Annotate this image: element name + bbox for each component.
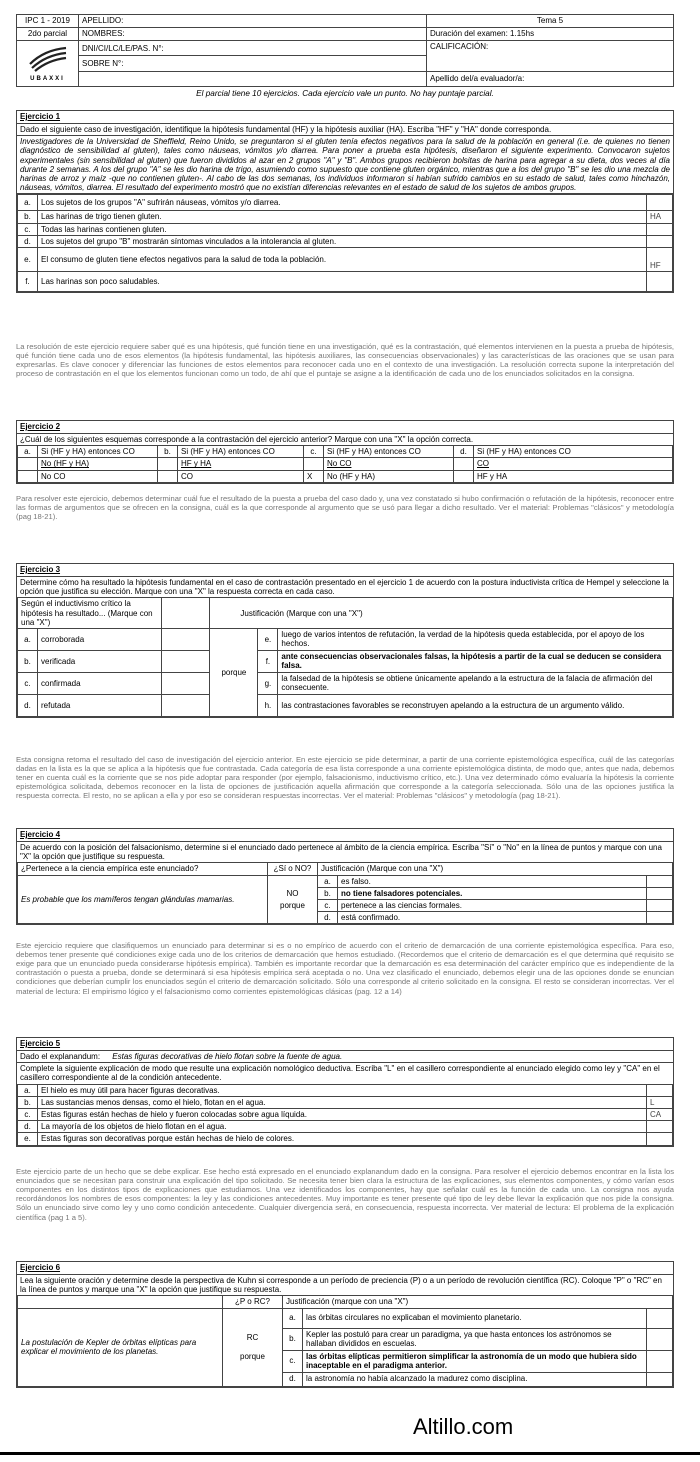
option-line: No (HF y HA) (38, 458, 158, 470)
option-letter: a. (18, 628, 38, 650)
option-line: CO (178, 470, 304, 482)
option-letter: a. (318, 875, 338, 887)
option-line: HF y HA (474, 470, 673, 482)
tema-label: Tema 5 (427, 15, 674, 28)
exercise-1-case: Investigadores de la Universidad de Sheffield, Reino Unido, se preguntaron si el gluten tenía efectos negativos para la salud de la población en general (i.e. de quienes no tienen diagnóstico de sensibilidad al gluten), tales como náuseas, vómitos y/o diarrea. Para poner a prueba esta hipótesis, diseñaron el siguiente experimento. Convocaron sujetos experimentales (sin sensibilidad al gluten) que fueron divididos al azar en 2 grupos "A" y "B". Ambos grupos recibieron bolsitas de harina para agregar a su dieta, dos veces al día durante 2 semanas. A los del grupo "A" se les dio harina de trigo, asumiendo como supuesto que contiene gluten orgánico, mientras que a los del grupo "B" se les dio una mezcla de harinas de arroz y maíz -que no contienen gluten-. Al cabo de las dos semanas, los individuos informaron si habían sufrido cambios en su estado de salud, tales como hinchazón, náuseas, vómitos, diarrea. El resultado del experimento mostró que no existían diferencias relevantes en el estado de salud de los sujetos de ambos grupos. (17, 136, 673, 194)
exercise-5-title: Ejercicio 5 (17, 1038, 673, 1051)
option-text: las órbitas circulares no explicaban el movimiento planetario. (303, 1308, 647, 1328)
footer-rule (0, 1452, 700, 1455)
exercise-5-explanation: Este ejercicio parte de un hecho que se debe explicar. Ese hecho está expresado en el enunciado explanandum dado en la consigna. Para resolver el ejercicio debemos encontrar en la lista los enunciados que se necesitan para construir una explicación del tipo solicitado. Se necesita tener bien clara la estructura de las explicaciones, sus elementos componentes, y cómo varían esos componentes en los distintos tipos de explicaciones que estudiamos. Una vez identificados los componentes, hay que señalar cuál es la función de cada uno. La consigna nos ayuda recordándonos los nombres de esos componentes: la ley y las condiciones antecedentes. Muy importante es tener presente qué tipo de ley debe llevar la explicación que nos pide la consigna. Sólo un enunciado sirve como ley y uno como condición antecedente. Cualquier divergencia será, en consecuencia, respuesta incorrecta. Ver material de lectura: El problema de la explicación científica (pag 1 a 5). (16, 1167, 674, 1222)
exercise-5 (16, 1037, 674, 1147)
footer-brand[interactable]: Altillo.com (413, 1414, 514, 1439)
apellido-field[interactable]: APELLIDO: (79, 15, 427, 28)
mark-box[interactable] (647, 912, 673, 924)
sobre-field[interactable]: SOBRE N°: (79, 56, 427, 71)
column-header: Según el inductivismo crítico la hipótesis ha resultado... (Marque con una "X") (18, 598, 162, 629)
exercise-3-prompt: Determine cómo ha resultado la hipótesis fundamental en el caso de contrastación presentado en el ejercicio 1 de acuerdo con la postura inductivista crítica de Hempel y seleccione la opción que justifica su elección. Marque con una "X" la respuesta correcta en cada caso. (17, 577, 673, 598)
column-header: Justificación (Marque con una "X") (318, 863, 673, 875)
option-text: Estas figuras son decorativas porque están hechas de hielo de colores. (38, 1133, 647, 1145)
answer-value: RC (246, 1332, 259, 1342)
option-letter: d. (318, 912, 338, 924)
option-text: Los sujetos de los grupos "A" sufrirán náuseas, vómitos y/o diarrea. (38, 195, 647, 211)
exercise-3-table (17, 597, 673, 717)
option-text: la falsedad de la hipótesis se obtiene únicamente apelando a la estructura de la falacia de afirmación del consecuente. (278, 672, 673, 694)
column-header: ¿Pertenece a la ciencia empírica este enunciado? (18, 863, 268, 875)
mark-box[interactable] (18, 470, 38, 482)
option-letter: a. (18, 446, 38, 458)
mark-box[interactable] (304, 458, 324, 470)
calificacion-field[interactable]: CALIFICACIÓN: (427, 41, 674, 72)
option-text: pertenece a las ciencias formales. (338, 899, 647, 911)
mark-box[interactable] (158, 458, 178, 470)
course-label: IPC 1 - 2019 (17, 15, 79, 28)
option-letter: b. (18, 650, 38, 672)
option-letter: c. (304, 446, 324, 458)
blank-cell (79, 71, 427, 86)
option-line: CO (474, 458, 673, 470)
exercise-6-prompt: Lea la siguiente oración y determine desde la perspectiva de Kuhn si corresponde a un período de precienciа (P) o a un período de revolución científica (RC). Coloque "P" o "RC" en la línea de puntos y marque una "X" la opción que justifique su respuesta. (17, 1275, 673, 1296)
option-letter: f. (18, 271, 38, 291)
mark-box[interactable] (454, 458, 474, 470)
option-text: ante consecuencias observacionales falsas, la hipótesis a partir de la cual se deducen se considera falsa. (278, 650, 673, 672)
option-letter: f. (258, 650, 278, 672)
option-line: Si (HF y HA) entonces CO (474, 446, 673, 458)
answer-box[interactable] (647, 195, 673, 211)
exercise-1-prompt: Dado el siguiente caso de investigación, identifique la hipótesis fundamental (HF) y la hipótesis auxiliar (HA). Escriba "HF" y "HA" donde corresponda. (17, 124, 673, 136)
statement: Es probable que los mamíferos tengan glándulas mamarias. (18, 875, 268, 924)
exercise-1-title: Ejercicio 1 (17, 111, 673, 124)
exercise-1 (16, 110, 674, 293)
exercise-2-prompt: ¿Cuál de los siguientes esquemas corresponde a la contrastación del ejercicio anterior? Marque con una "X" la opción correcta. (17, 434, 673, 446)
answer-box[interactable] (647, 1133, 673, 1145)
mark-box[interactable]: X (304, 470, 324, 482)
option-line: Si (HF y HA) entonces CO (178, 446, 304, 458)
option-letter: d. (454, 446, 474, 458)
answer-box[interactable] (647, 235, 673, 247)
option-letter: b. (18, 211, 38, 223)
exercise-4-title: Ejercicio 4 (17, 829, 673, 842)
option-letter: g. (258, 672, 278, 694)
mark-box[interactable] (647, 875, 673, 887)
exam-header (16, 14, 674, 98)
option-text: corroborada (38, 628, 162, 650)
porque-label: porque (210, 628, 258, 716)
option-line: No (HF y HA) (324, 470, 454, 482)
explanandum-row (17, 1051, 673, 1063)
porque-label: porque (240, 1352, 265, 1362)
option-text: las órbitas elípticas permitieron simplificar la astronomía de un modo que hubiera sido inaceptable en el paradigma anterior. (303, 1350, 647, 1372)
exercise-1-explanation: La resolución de este ejercicio requiere saber qué es una hipótesis, qué función tiene en una investigación, qué es la contrastación, qué elementos intervienen en la puesta a prueba de hipótesis, qué función tiene cada uno de esos elementos (la hipótesis fundamental, las hipótesis auxiliares, las consecuencias observacionales) y las características de las oraciones que se usan para expresarlas. Es clave conocer y diferenciar las funciones de estos elementos para reconocer cada uno en el contexto de una investigación. La resolución correcta supone la interpretación del proceso de contrastación en el que los elementos funcionan como un todo, de ahí que el puntaje se asigne a la identificación de cada uno de los enunciados solicitados en la consigna. (16, 342, 674, 379)
porque-label: porque (280, 900, 305, 910)
logo-text: UBAXXI (30, 76, 65, 83)
answer-value: NO (286, 888, 299, 898)
option-letter: h. (258, 694, 278, 716)
duracion-label: Duración del examen: 1.15hs (427, 28, 674, 41)
option-text: Las harinas son poco saludables. (38, 271, 647, 291)
dni-field[interactable]: DNI/CI/LC/LE/PAS. N°: (79, 41, 427, 56)
explanandum-label: Dado el explanandum: (20, 1052, 101, 1061)
empty-header (18, 1296, 223, 1308)
option-letter: c. (18, 223, 38, 235)
column-header: ¿P o RC? (223, 1296, 283, 1308)
option-letter: a. (18, 1084, 38, 1096)
option-line: Si (HF y HA) entonces CO (38, 446, 158, 458)
option-text: verificada (38, 650, 162, 672)
option-line: Si (HF y HA) entonces CO (324, 446, 454, 458)
option-text: Estas figuras están hechas de hielo y fueron colocadas sobre agua líquida. (38, 1108, 647, 1120)
option-text: la astronomía no había alcanzado la madurez como disciplina. (303, 1372, 647, 1386)
exercise-3 (16, 563, 674, 718)
exercise-4-explanation: Este ejercicio requiere que clasifiquemos un enunciado para determinar si es o no empírico de acuerdo con el criterio de demarcación de una corriente epistemológica específica. Para eso, debemos tener presente qué condiciones exige cada uno de los criterios de demarcación que hemos estudiado. (Recordemos que el criterio de demarcación es el que determina qué requisito se exige para que un enunciado pueda considerarse hipótesis empírica). También es importante recordar que la demarcación es esa determinación del carácter empírico que es independiente de la contrastación o puesta a prueba, donde se determinará si esa hipótesis empírica será aceptada o no. Una vez clasificado el enunciado, debemos elegir una de las opciones donde se enuncian condiciones que deberían cumplir los enunciados según el criterio de demarcación solicitado. Sólo una corresponde al criterio solicitado en la consigna. El resto se consideran incorrectas. Ver el material de lectura: El empirismo lógico y el falsacionismo como corrientes epistemológicas clásicas (pag. 12 a 14) (16, 941, 674, 996)
mark-box[interactable] (647, 1350, 673, 1372)
mark-box[interactable] (162, 694, 210, 716)
option-letter: d. (18, 1121, 38, 1133)
exercise-2 (16, 420, 674, 484)
answer-box[interactable] (647, 1121, 673, 1133)
option-letter: d. (18, 694, 38, 716)
option-text: está confirmado. (338, 912, 647, 924)
option-letter: d. (283, 1372, 303, 1386)
option-text: El consumo de gluten tiene efectos negativos para la salud de toda la población. (38, 247, 647, 271)
mark-box[interactable] (18, 458, 38, 470)
answer-box[interactable]: HA (647, 211, 673, 223)
option-letter: b. (158, 446, 178, 458)
option-letter: e. (18, 247, 38, 271)
option-text: refutada (38, 694, 162, 716)
option-letter: e. (18, 1133, 38, 1145)
exercise-3-explanation: Esta consigna retoma el resultado del caso de investigación del ejercicio anterior. En este ejercicio se pide determinar, a partir de una corriente epistemológica específica, cuál de las categorías dadas en la lista es la que se aplica a la hipótesis que fue contrastada. Cada categoría de esa lista corresponde a una corriente epistemológica distinta, de modo que, antes que nada, debemos tener en cuenta cuál es la corriente que se nos pide adoptar para responder (por ejemplo, falsacionismo, inductivismo crítico, etc.). Una vez determinado cómo evaluaría la hipótesis la corriente epistemológica solicitada, debemos reconocer en la lista de opciones de justificación aquella afirmación que corresponde a la categoría seleccionada. Sólo una de las opciones justifica la respuesta correcta. El resto, no se aplican a ella y por eso se consideran respuestas incorrectas. Ver el material: Problemas "clásicos" y metodología (pag 18-21). (16, 755, 674, 801)
column-header: Justificación (marque con una "X") (283, 1296, 673, 1308)
option-letter: b. (18, 1096, 38, 1108)
exercise-5-prompt: Complete la siguiente explicación de modo que resulte una explicación nomológico deductiva. Escriba "L" en el casillero correspondiente al enunciado elegido como ley y "CA" en el casillero correspondiente al de la condición antecedente. (17, 1063, 673, 1084)
column-header: Justificación (Marque con una "X") (210, 598, 673, 629)
exercise-4-prompt: De acuerdo con la posición del falsacionismo, determine si el enunciado dado pertenece al ámbito de la ciencia empírica. Escriba "Sí" o "No" en la línea de puntos y marque con una "X" la opción que justifique su respuesta. (17, 842, 673, 863)
option-letter: a. (18, 195, 38, 211)
mark-box[interactable] (647, 1328, 673, 1350)
option-letter: c. (18, 672, 38, 694)
option-letter: c. (18, 1108, 38, 1120)
option-text: Todas las harinas contienen gluten. (38, 223, 647, 235)
exercise-2-options (17, 445, 673, 483)
exercise-3-title: Ejercicio 3 (17, 564, 673, 577)
option-letter: a. (283, 1308, 303, 1328)
mark-box[interactable] (454, 470, 474, 482)
nombres-field[interactable]: NOMBRES: (79, 28, 427, 41)
exercise-6-table (17, 1295, 673, 1386)
explanandum-text: Estas figuras decorativas de hielo flotan sobre la fuente de agua. (112, 1052, 343, 1061)
option-text: Las harinas de trigo tienen gluten. (38, 211, 647, 223)
answer-cell[interactable] (268, 875, 318, 924)
answer-box[interactable]: CA (647, 1108, 673, 1120)
option-text: no tiene falsadores potenciales. (338, 887, 647, 899)
option-text: Las sustancias menos densas, como el hielo, flotan en el agua. (38, 1096, 647, 1108)
option-line: HF y HA (178, 458, 304, 470)
exam-instructions: El parcial tiene 10 ejercicios. Cada ejercicio vale un punto. No hay puntaje parcial. (196, 89, 494, 98)
mark-box[interactable] (647, 887, 673, 899)
answer-box[interactable]: HF (647, 247, 673, 271)
option-text: Kepler las postuló para crear un paradigma, ya que hasta entonces los astrónomos se hallaban divididos en escuelas. (303, 1328, 647, 1350)
option-text: Los sujetos del grupo "B" mostrarán síntomas vinculados a la intolerancia al gluten. (38, 235, 647, 247)
exercise-5-options (17, 1084, 673, 1146)
mark-box[interactable] (647, 1372, 673, 1386)
option-text: El hielo es muy útil para hacer figuras decorativas. (38, 1084, 647, 1096)
option-letter: d. (18, 235, 38, 247)
answer-box[interactable]: L (647, 1096, 673, 1108)
statement: La postulación de Kepler de órbitas elípticas para explicar el movimiento de los planetas. (18, 1308, 223, 1386)
mark-box[interactable] (647, 1308, 673, 1328)
option-text: La mayoría de los objetos de hielo flotan en el agua. (38, 1121, 647, 1133)
exercise-1-options (17, 194, 673, 292)
option-text: es falso. (338, 875, 647, 887)
option-line: No CO (38, 470, 158, 482)
mark-box[interactable] (162, 650, 210, 672)
column-header: ¿Sí o NO? (268, 863, 318, 875)
exercise-6 (16, 1261, 674, 1388)
exercise-4-table (17, 862, 673, 924)
option-text: luego de varios intentos de refutación, la verdad de la hipótesis queda establecida, por el apoyo de los hechos. (278, 628, 673, 650)
option-letter: b. (318, 887, 338, 899)
answer-cell[interactable] (223, 1308, 283, 1386)
answer-box[interactable] (647, 223, 673, 235)
answer-box[interactable] (647, 1084, 673, 1096)
uba-logo (17, 41, 79, 87)
option-letter: c. (318, 899, 338, 911)
mark-box[interactable] (158, 470, 178, 482)
exercise-2-title: Ejercicio 2 (17, 421, 673, 434)
option-text: confirmada (38, 672, 162, 694)
exercise-6-title: Ejercicio 6 (17, 1262, 673, 1275)
exercise-2-explanation: Para resolver este ejercicio, debemos determinar cuál fue el resultado de la puesta a prueba del caso dado y, una vez constatado si hubo confirmación o refutación de la hipótesis, reconocer entre las formas de argumentos que se ofrecen en la consigna, cuál es la que corresponde al argumento que se usó para llegar a dicho resultado. Ver el material: Problemas "clásicos" y metodología (pag 18-21). (16, 494, 674, 522)
option-letter: b. (283, 1328, 303, 1350)
mark-box[interactable] (162, 672, 210, 694)
exercise-4 (16, 828, 674, 925)
answer-box[interactable] (647, 271, 673, 291)
mark-box[interactable] (162, 628, 210, 650)
uba-logo-icon (26, 44, 70, 74)
exam-label: 2do parcial (17, 28, 79, 41)
option-text: las contrastaciones favorables se reconstruyen apelando a la estructura de un argumento válido. (278, 694, 673, 716)
option-letter: e. (258, 628, 278, 650)
mark-box[interactable] (647, 899, 673, 911)
option-letter: c. (283, 1350, 303, 1372)
evaluador-field[interactable]: Apellido del/a evaluador/a: (427, 71, 674, 86)
option-line: No CO (324, 458, 454, 470)
